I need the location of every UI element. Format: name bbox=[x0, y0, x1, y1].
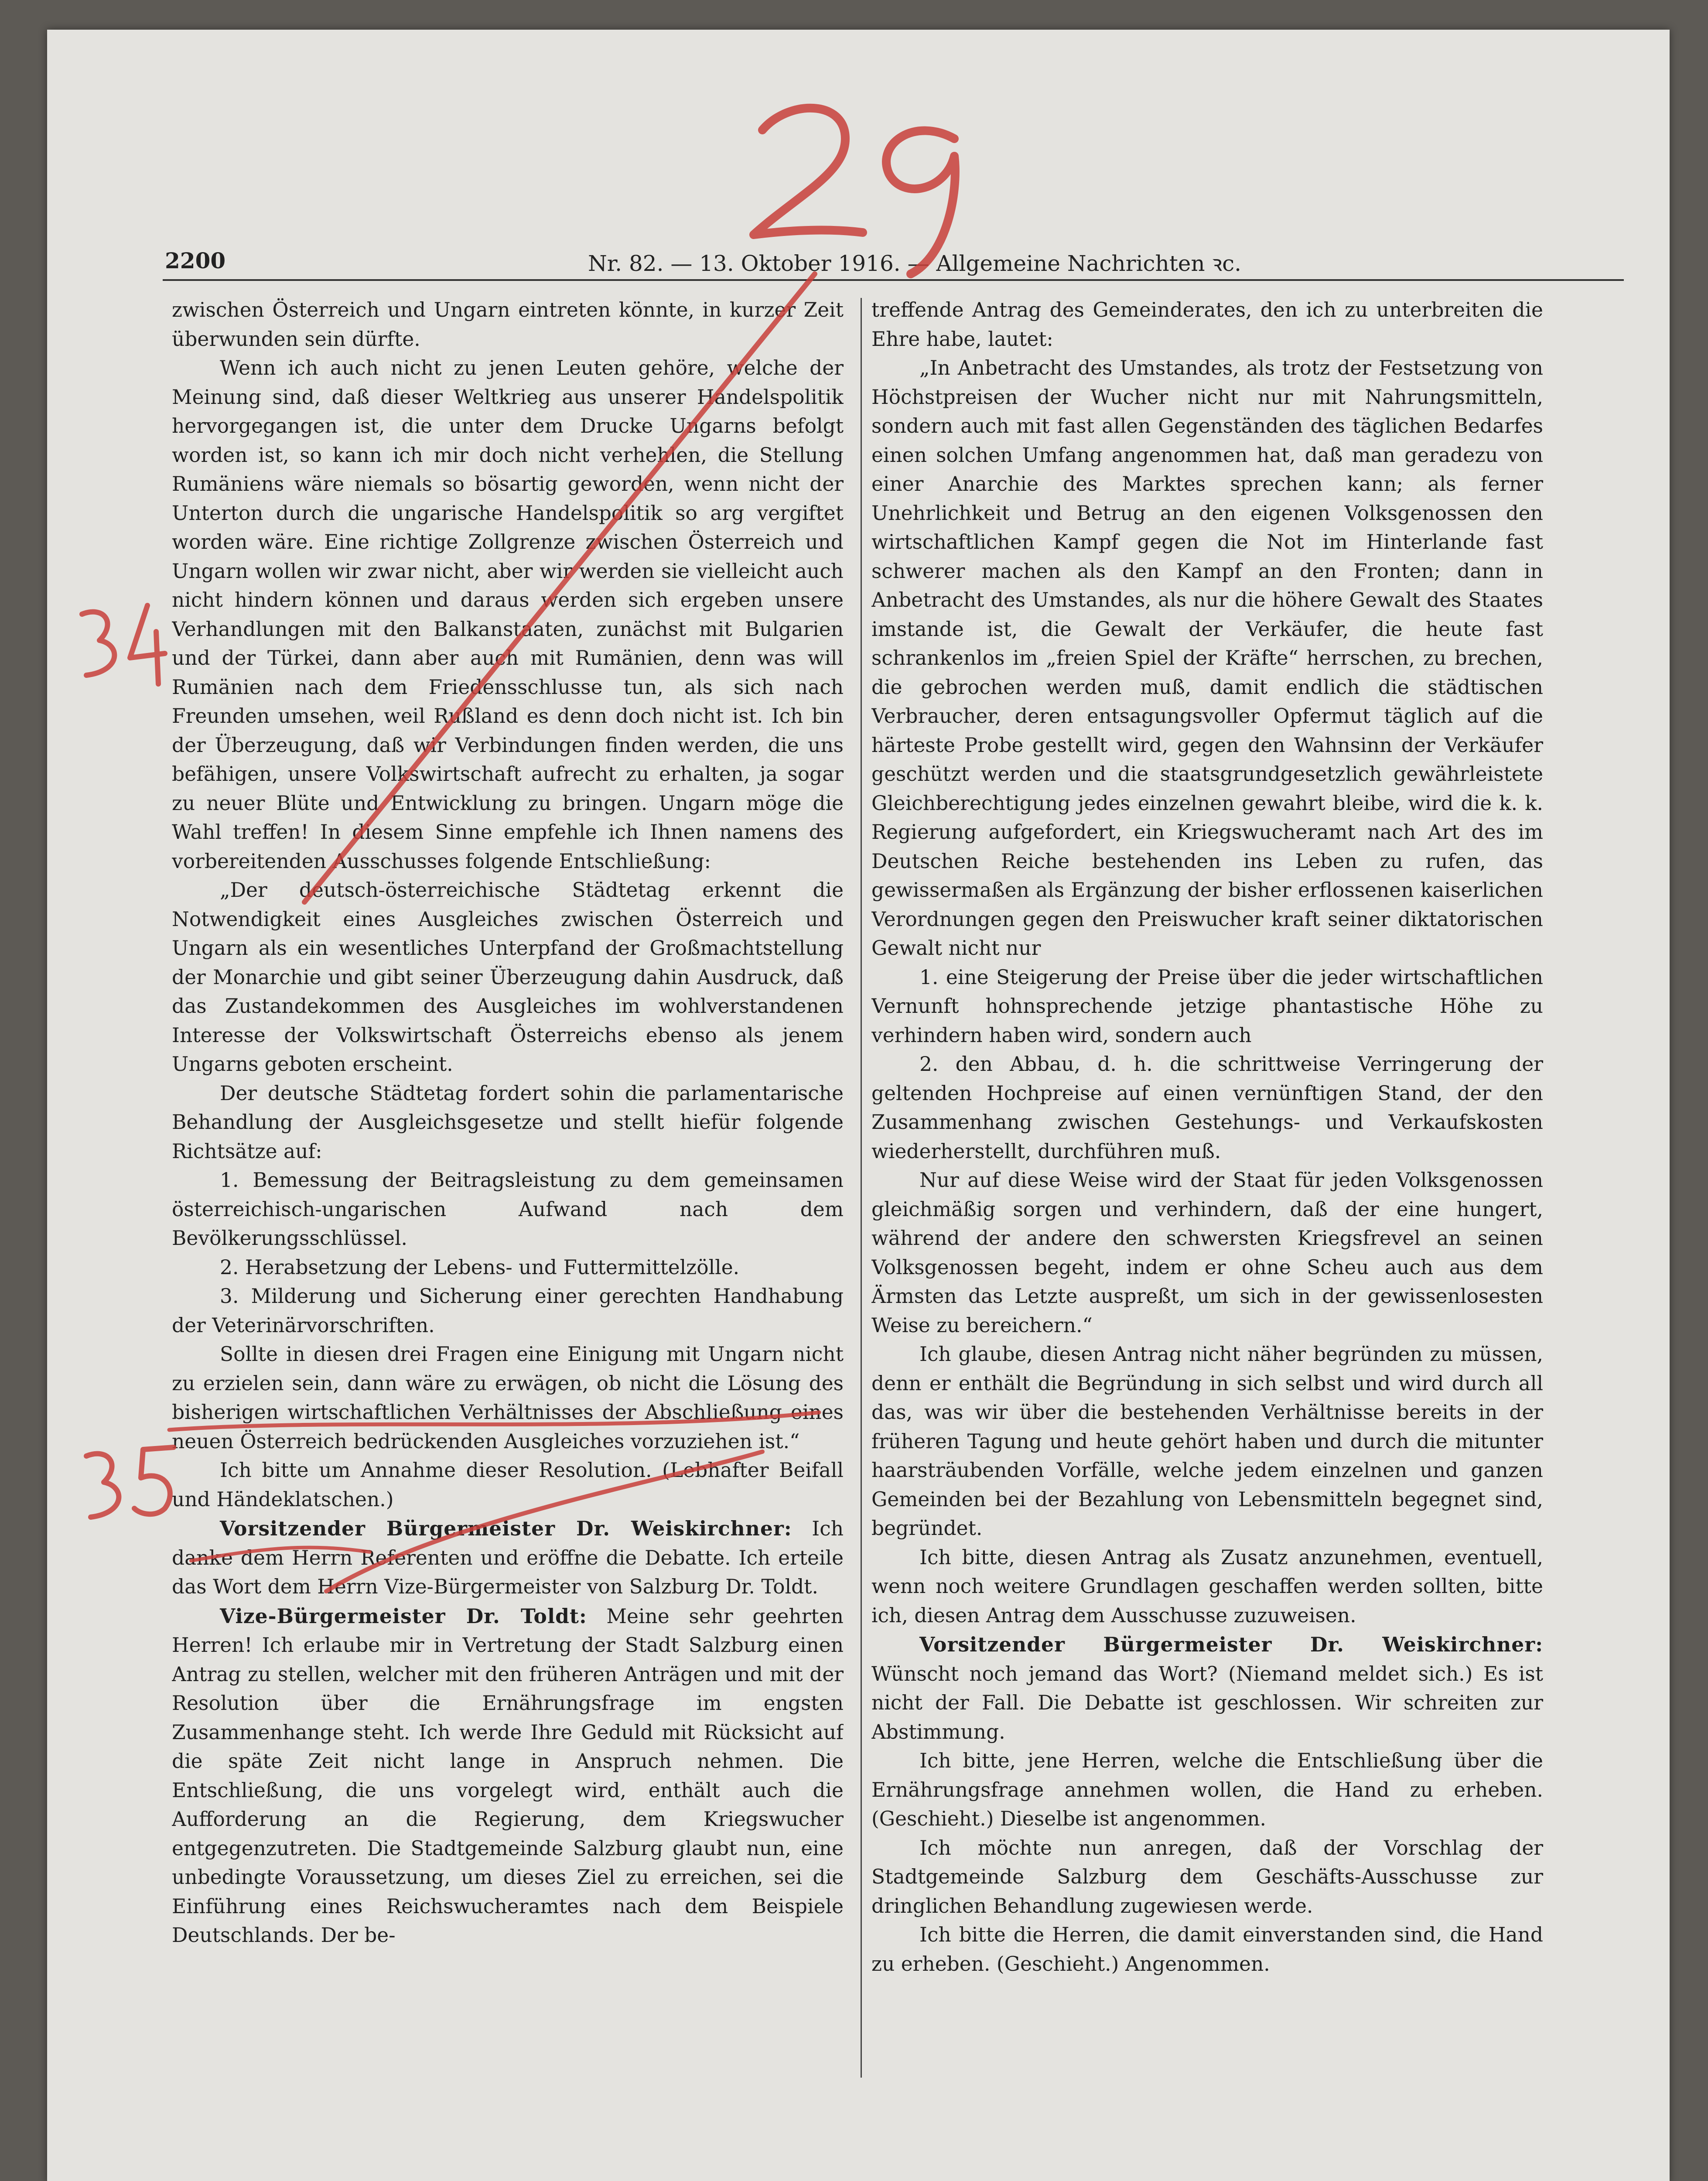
handwritten-29 bbox=[754, 108, 863, 235]
paragraph: Sollte in diesen drei Fragen eine Einigung mit Ungarn nicht zu erzielen sein, dann wäre zu erwägen, ob nicht die Lösung des bisherigen wirtschaftlichen Verhältnisses der Abschließung eines neuen Österreich bedrückenden Ausgleiches vorzuziehen ist.“ bbox=[172, 1343, 844, 1453]
running-header: Nr. 82. — 13. Oktober 1916. — Allgemeine Nachrichten ꝛc. bbox=[588, 251, 1242, 276]
document-page bbox=[47, 30, 1670, 2181]
speech-text: Meine sehr geehrten Herren! Ich erlaube mir in Vertretung der Stadt Salzburg einen Antrag zu stellen, welcher mit den früheren Anträgen und mit der Resolution über die Ernährungsfrage im engsten Zusammenhange steht. Ich werde Ihre Geduld mit Rücksicht auf die späte Zeit nicht lange in Anspruch nehmen. Die Entschließung, die uns vorgelegt wird, enthält auch die Aufforderung an die Regierung, dem Kriegswucher entgegenzutreten. Die Stadtgemeinde Salzburg glaubt nun, eine unbedingte Voraussetzung, um dieses Ziel zu erreichen, sei die Einführung eines Reichswucheramtes nach dem Beispiele Deutschlands. Der be- bbox=[172, 1604, 844, 1947]
speech-text: Wünscht noch jemand das Wort? (Niemand meldet sich.) Es ist nicht der Fall. Die Debatte ist geschlossen. Wir schreiten zur Abstimmung. bbox=[871, 1662, 1543, 1743]
header-rule bbox=[163, 279, 1624, 281]
paragraph: zwischen Österreich und Ungarn eintreten könnte, in kurzer Zeit überwunden sein dürfte. bbox=[172, 298, 844, 351]
paragraph: treffende Antrag des Gemeinderates, den ich zu unterbreiten die Ehre habe, lautet: bbox=[871, 298, 1543, 351]
paragraph: Der deutsche Städtetag fordert sohin die parlamentarische Behandlung der Ausgleichsgesetze und stellt hiefür folgende Richtsätze auf: bbox=[172, 1081, 844, 1163]
speech-paragraph bbox=[871, 1630, 1543, 1747]
speech-paragraph bbox=[172, 1514, 844, 1602]
paragraph: Ich möchte nun anregen, daß der Vorschlag der Stadtgemeinde Salzburg dem Geschäfts-Ausschusse zur dringlichen Behandlung zugewiesen werde. bbox=[871, 1836, 1543, 1918]
paragraph: Wenn ich auch nicht zu jenen Leuten gehöre, welche der Meinung sind, daß dieser Weltkrieg aus unserer Handelspolitik hervorgegangen ist, die unter dem Drucke Ungarns befolgt worden ist, so kann ich mir doch nicht verhehlen, die Stellung Rumäniens wäre niemals so bösartig geworden, wenn nicht der Unterton durch die ungarische Handelspolitik so arg vergiftet worden wäre. Eine richtige Zollgrenze zwischen Österreich und Ungarn wollen wir zwar nicht, aber wir werden sie vielleicht auch nicht hindern können und daraus werden sich ergeben unsere Verhandlungen mit den Balkanstaaten, zunächst mit Bulgarien und der Türkei, dann aber auch mit Rumänien, denn was will Rumänien nach dem Friedensschlusse tun, als sich nach Freunden umsehen, weil Rußland es denn doch nicht ist. Ich bin der Überzeugung, daß wir Verbindungen finden werden, die uns befähigen, unsere Volkswirtschaft aufrecht zu erhalten, ja sogar zu neuer Blüte und Entwicklung zu bringen. Ungarn möge die Wahl treffen! In diesem Sinne empfehle ich Ihnen namens des vorbereitenden Ausschusses folgende Entschließung: bbox=[172, 356, 844, 873]
paragraph: Ich glaube, diesen Antrag nicht näher begründen zu müssen, denn er enthält die Begründung in sich selbst und wird durch all das, was wir über die bestehenden Verhältnisse bereits in der früheren Tagung und heute gehört haben und durch die mitunter haarsträubenden Vorfälle, welche jedem einzelnen und ganzen Gemeinden bei der Bezahlung von Lebensmitteln begegnet sind, begründet. bbox=[871, 1343, 1543, 1540]
page-number: 2200 bbox=[165, 248, 226, 273]
list-item: 2. Herabsetzung der Lebens- und Futtermittelzölle. bbox=[220, 1255, 740, 1279]
motion-text: „In Anbetracht des Umstandes, als trotz der Festsetzung von Höchstpreisen der Wucher nicht nur mit Nahrungsmitteln, sondern auch mit fast allen Gegenständen des täglichen Bedarfes einen solchen Umfang angenommen hat, daß man geradezu von einer Anarchie des Marktes sprechen kann; als ferner Unehrlichkeit und Betrug an den eigenen Volksgenossen den wirtschaftlichen Kampf gegen die Not im Hinterlande fast schwerer machen als den Kampf an den Fronten; dann in Anbetracht des Umstandes, als nur die höhere Gewalt des Staates imstande ist, die Gewalt der Verkäufer, die heute fast schrankenlos im „freien Spiel der Kräfte“ herrschen, zu brechen, die gebrochen werden muß, damit endlich die städtischen Verbraucher, deren entsagungsvoller Opfermut täglich auf die härteste Probe gestellt wird, gegen den Wahnsinn der Verkäufer geschützt werden und die staatsgrundgesetzlich gewährleistete Gleichberechtigung jedes einzelnen gewahrt bleibe, wird die k. k. Regierung aufgefordert, ein Kriegswucheramt nach Art des im Deutschen Reiche bestehenden ins Leben zu rufen, das gewissermaßen als Ergänzung der bisher erflossenen kaiserlichen Verordnungen gegen den Preiswucher kraft seiner diktatorischen Gewalt nicht nur bbox=[871, 356, 1543, 960]
speaker-name: Vize-Bürgermeister Dr. Toldt: bbox=[220, 1604, 587, 1628]
column-divider bbox=[861, 298, 862, 2078]
paragraph: Ich bitte, diesen Antrag als Zusatz anzunehmen, eventuell, wenn noch weitere Grundlagen geschaffen werden sollten, bitte ich, diesen Antrag dem Ausschusse zuzuweisen. bbox=[871, 1545, 1543, 1627]
paragraph: Nur auf diese Weise wird der Staat für jeden Volksgenossen gleichmäßig sorgen und verhindern, daß der eine hungert, während der andere den schwersten Kriegsfrevel an seinen Volksgenossen begeht, indem er ohne Scheu auch aus dem Ärmsten das Letzte auspreßt, um sich in der gewissenlosesten Weise zu bereichern.“ bbox=[871, 1169, 1543, 1337]
paragraph: Ich bitte, jene Herren, welche die Entschließung über die Ernährungsfrage annehmen wollen, die Hand zu erheben. (Geschieht.) Dieselbe ist angenommen. bbox=[871, 1749, 1543, 1830]
speech-text: Ich danke dem Herrn Referenten und eröffne die Debatte. Ich erteile das Wort dem Herrn Vize-Bürgermeister von Salzburg Dr. Toldt. bbox=[172, 1517, 844, 1598]
resolution-text: „Der deutsch-österreichische Städtetag erkennt die Notwendigkeit eines Ausgleiches zwischen Österreich und Ungarn als ein wesentliches Unterpfand der Großmachtstellung der Monarchie und gibt seiner Überzeugung dahin Ausdruck, daß das Zustandekommen des Ausgleiches im wohlverstandenen Interesse der Volkswirtschaft Österreichs ebenso als jenem Ungarns geboten erscheint. bbox=[172, 879, 844, 1076]
speaker-name: Vorsitzender Bürgermeister Dr. Weiskirchner: bbox=[220, 1517, 792, 1540]
left-column bbox=[172, 296, 844, 2119]
list-item: 1. Bemessung der Beitragsleistung zu dem gemeinsamen österreichisch-ungarischen Aufwand nach dem Bevölkerungsschlüssel. bbox=[172, 1169, 844, 1250]
handwritten-35-three bbox=[86, 1454, 119, 1517]
list-item: 2. den Abbau, d. h. die schrittweise Verringerung der geltenden Hochpreise auf einen vernünftigen Stand, der den Zusammenhang zwischen Gestehungs- und Verkaufskosten wiederherstellt, durchführen muß. bbox=[871, 1053, 1543, 1163]
paragraph: Ich bitte die Herren, die damit einverstanden sind, die Hand zu erheben. (Geschieht.) Angenommen. bbox=[871, 1923, 1543, 1976]
list-item: 1. eine Steigerung der Preise über die jeder wirtschaftlichen Vernunft hohnsprechende jetzige phantastische Höhe zu verhindern haben wird, sondern auch bbox=[871, 965, 1543, 1047]
handwritten-34-four bbox=[130, 605, 165, 684]
paragraph: Ich bitte um Annahme dieser Resolution. (Lebhafter Beifall und Händeklatschen.) bbox=[172, 1459, 844, 1511]
handwritten-34-three bbox=[82, 612, 114, 675]
handwritten-35-five bbox=[134, 1447, 174, 1514]
list-item: 3. Milderung und Sicherung einer gerechten Handhabung der Veterinärvorschriften. bbox=[172, 1285, 844, 1337]
speech-paragraph bbox=[172, 1602, 844, 1950]
right-column bbox=[871, 296, 1543, 2119]
speaker-name: Vorsitzender Bürgermeister Dr. Weiskirchner: bbox=[919, 1633, 1543, 1656]
